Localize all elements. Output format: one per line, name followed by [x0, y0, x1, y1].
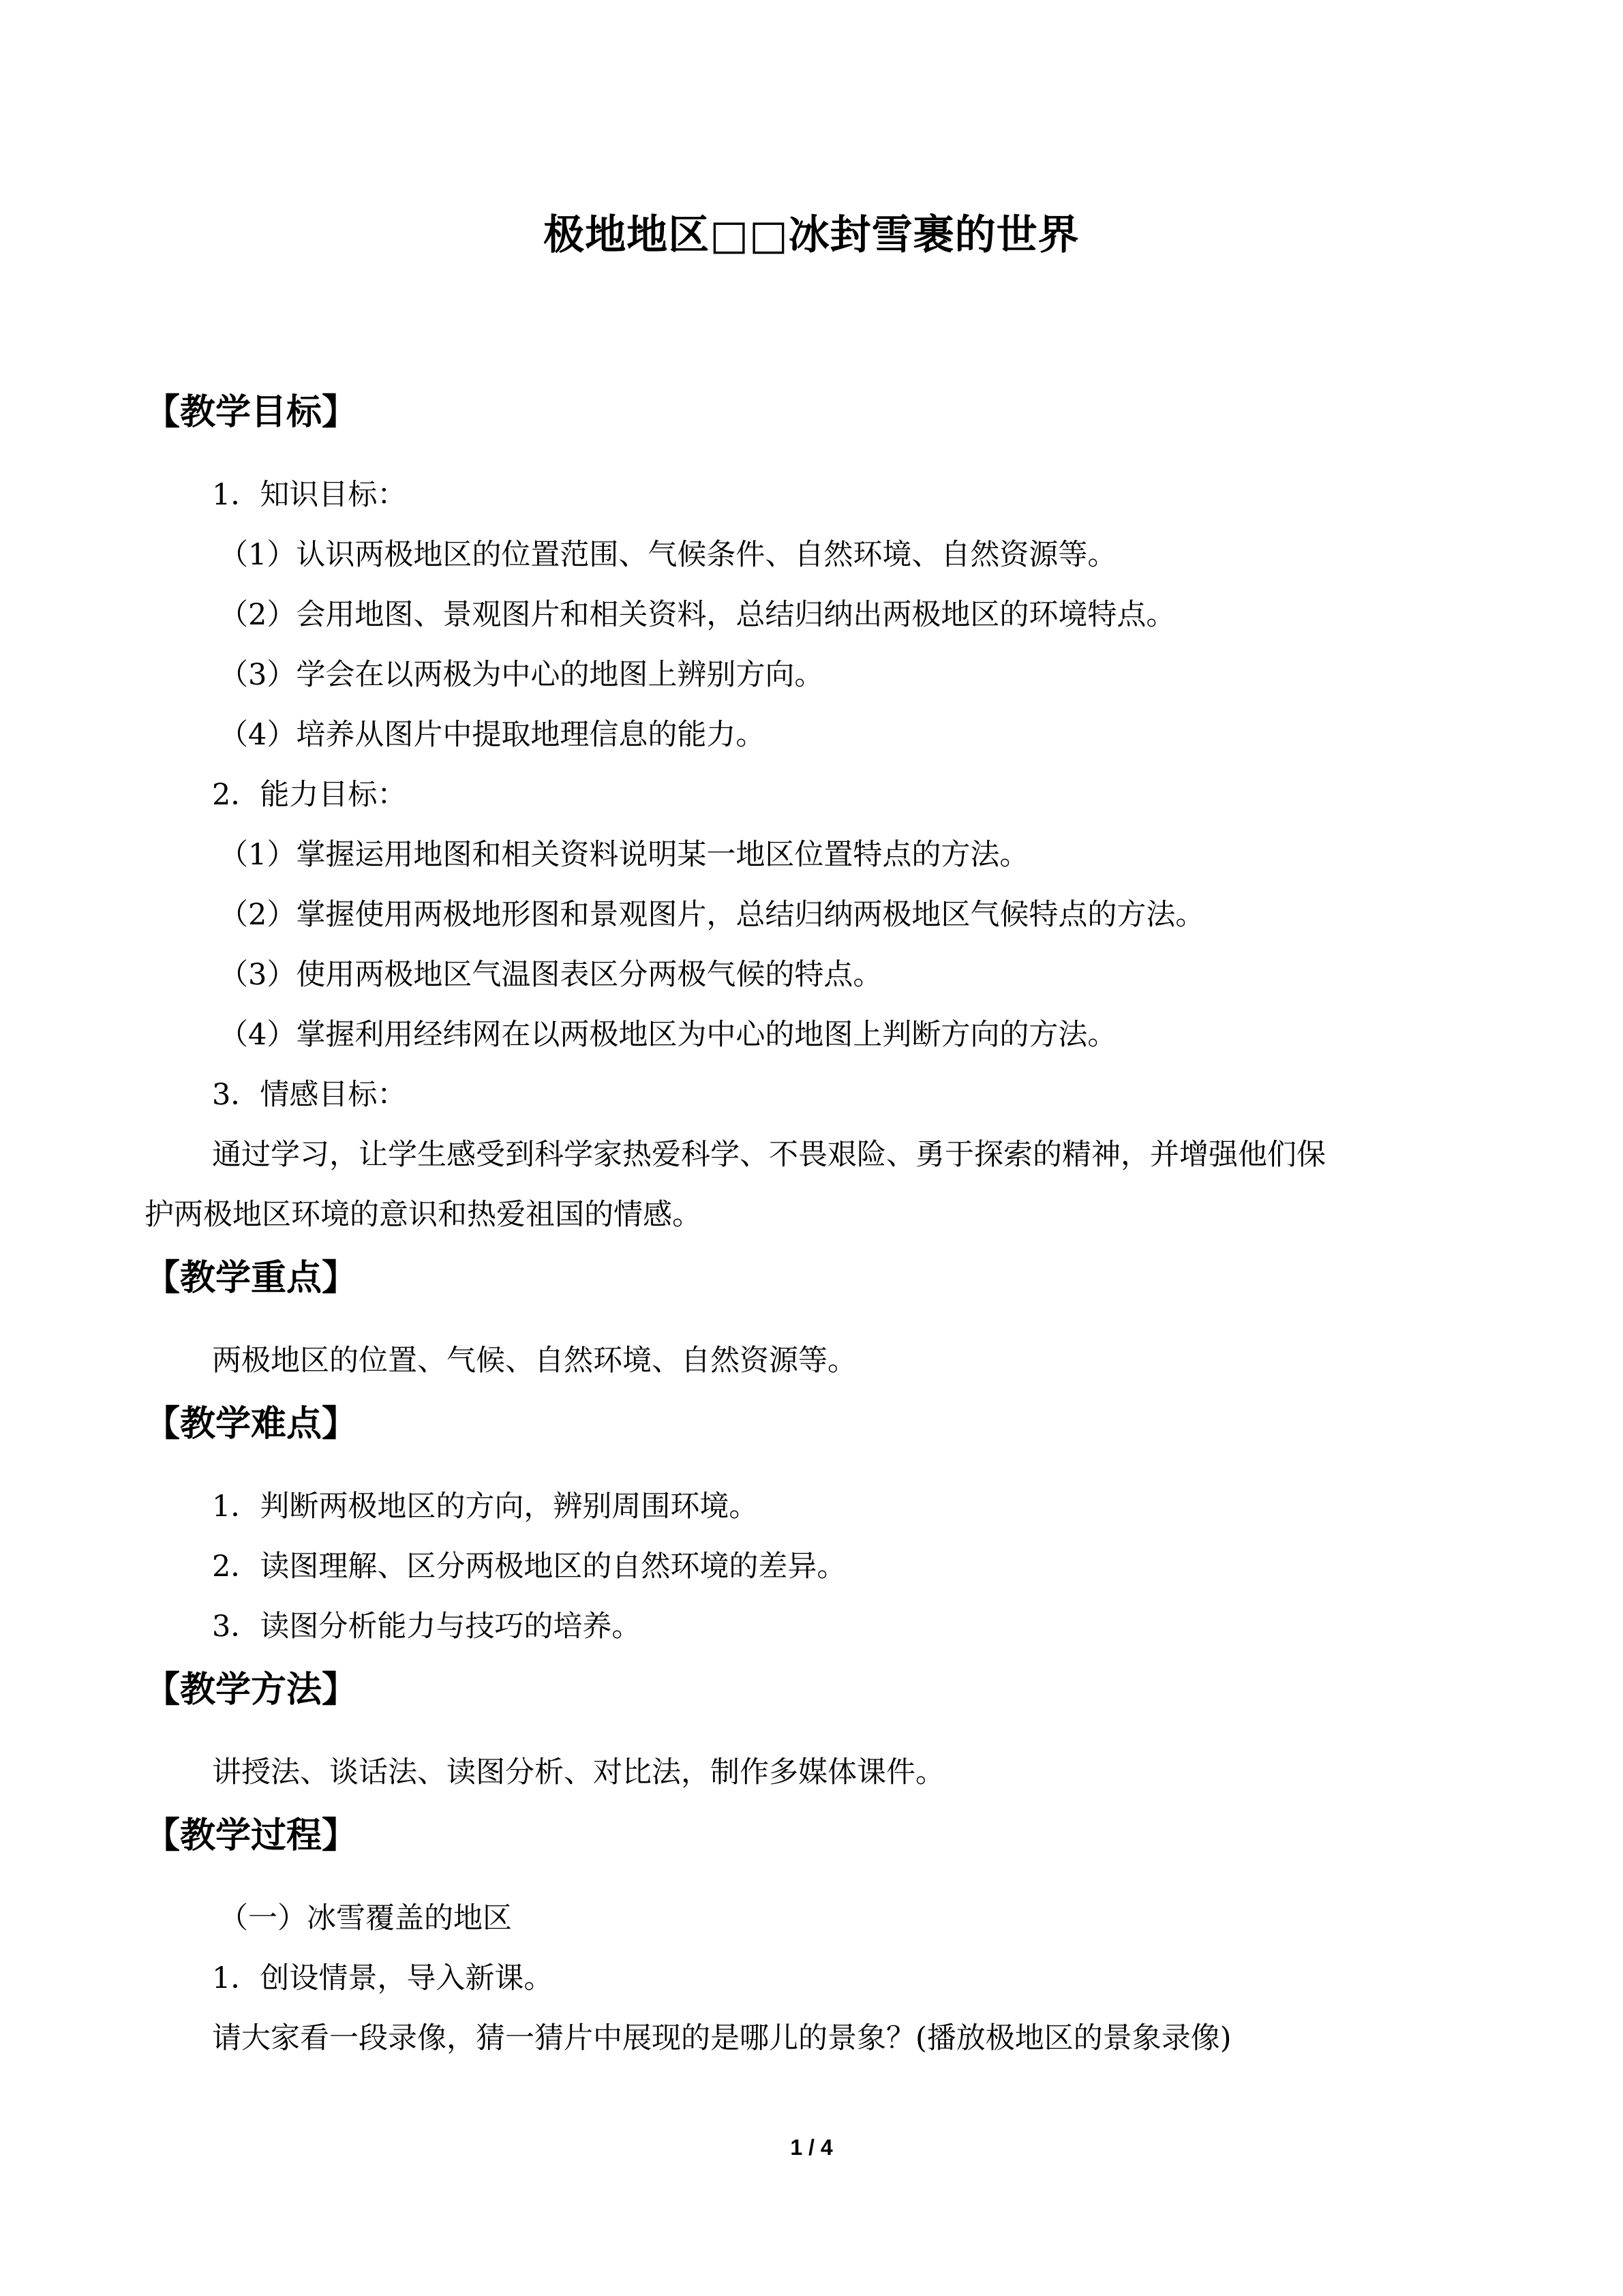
- section-heading-key-points: 【教学重点】: [145, 1258, 358, 1299]
- difficulty-item: 3．读图分析能力与技巧的培养。: [212, 1610, 641, 1644]
- section-heading-difficulties: 【教学难点】: [145, 1404, 358, 1445]
- knowledge-goal-label: 1．知识目标：: [212, 478, 407, 512]
- emotion-goal-text-line2: 护两极地区环境的意识和热爱祖国的情感。: [145, 1198, 701, 1232]
- process-text: 请大家看一段录像，猜一猜片中展现的是哪儿的景象？(播放极地区的景象录像): [212, 2021, 1232, 2055]
- ability-goal-item: （3）使用两极地区气温图表区分两极气候的特点。: [219, 958, 883, 992]
- knowledge-goal-item: （4）培养从图片中提取地理信息的能力。: [219, 718, 765, 752]
- page-indicator: 1 / 4: [790, 2135, 833, 2160]
- process-subheading: （一）冰雪覆盖的地区: [219, 1901, 512, 1935]
- difficulty-item: 1．判断两极地区的方向，辨别周围环境。: [212, 1490, 759, 1524]
- section-heading-goals: 【教学目标】: [145, 392, 358, 433]
- key-points-text: 两极地区的位置、气候、自然环境、自然资源等。: [212, 1344, 857, 1378]
- ability-goal-item: （1）掌握运用地图和相关资料说明某一地区位置特点的方法。: [219, 838, 1029, 872]
- ability-goal-item: （4）掌握利用经纬网在以两极地区为中心的地图上判断方向的方法。: [219, 1018, 1117, 1052]
- process-step: 1．创设情景，导入新课。: [212, 1961, 553, 1995]
- difficulty-item: 2．读图理解、区分两极地区的自然环境的差异。: [212, 1550, 847, 1584]
- ability-goal-label: 2．能力目标：: [212, 778, 407, 812]
- section-heading-methods: 【教学方法】: [145, 1670, 358, 1710]
- emotion-goal-label: 3．情感目标：: [212, 1078, 407, 1112]
- emotion-goal-text-line1: 通过学习，让学生感受到科学家热爱科学、不畏艰险、勇于探索的精神，并增强他们保: [212, 1138, 1326, 1172]
- ability-goal-item: （2）掌握使用两极地形图和景观图片，总结归纳两极地区气候特点的方法。: [219, 898, 1205, 932]
- document-title: 极地地区□□冰封雪裹的世界: [543, 211, 1080, 259]
- knowledge-goal-item: （1）认识两极地区的位置范围、气候条件、自然环境、自然资源等。: [219, 538, 1117, 572]
- knowledge-goal-item: （2）会用地图、景观图片和相关资料，总结归纳出两极地区的环境特点。: [219, 598, 1176, 632]
- knowledge-goal-item: （3）学会在以两极为中心的地图上辨别方向。: [219, 658, 824, 692]
- section-heading-process: 【教学过程】: [145, 1815, 358, 1856]
- methods-text: 讲授法、谈话法、读图分析、对比法，制作多媒体课件。: [212, 1755, 945, 1789]
